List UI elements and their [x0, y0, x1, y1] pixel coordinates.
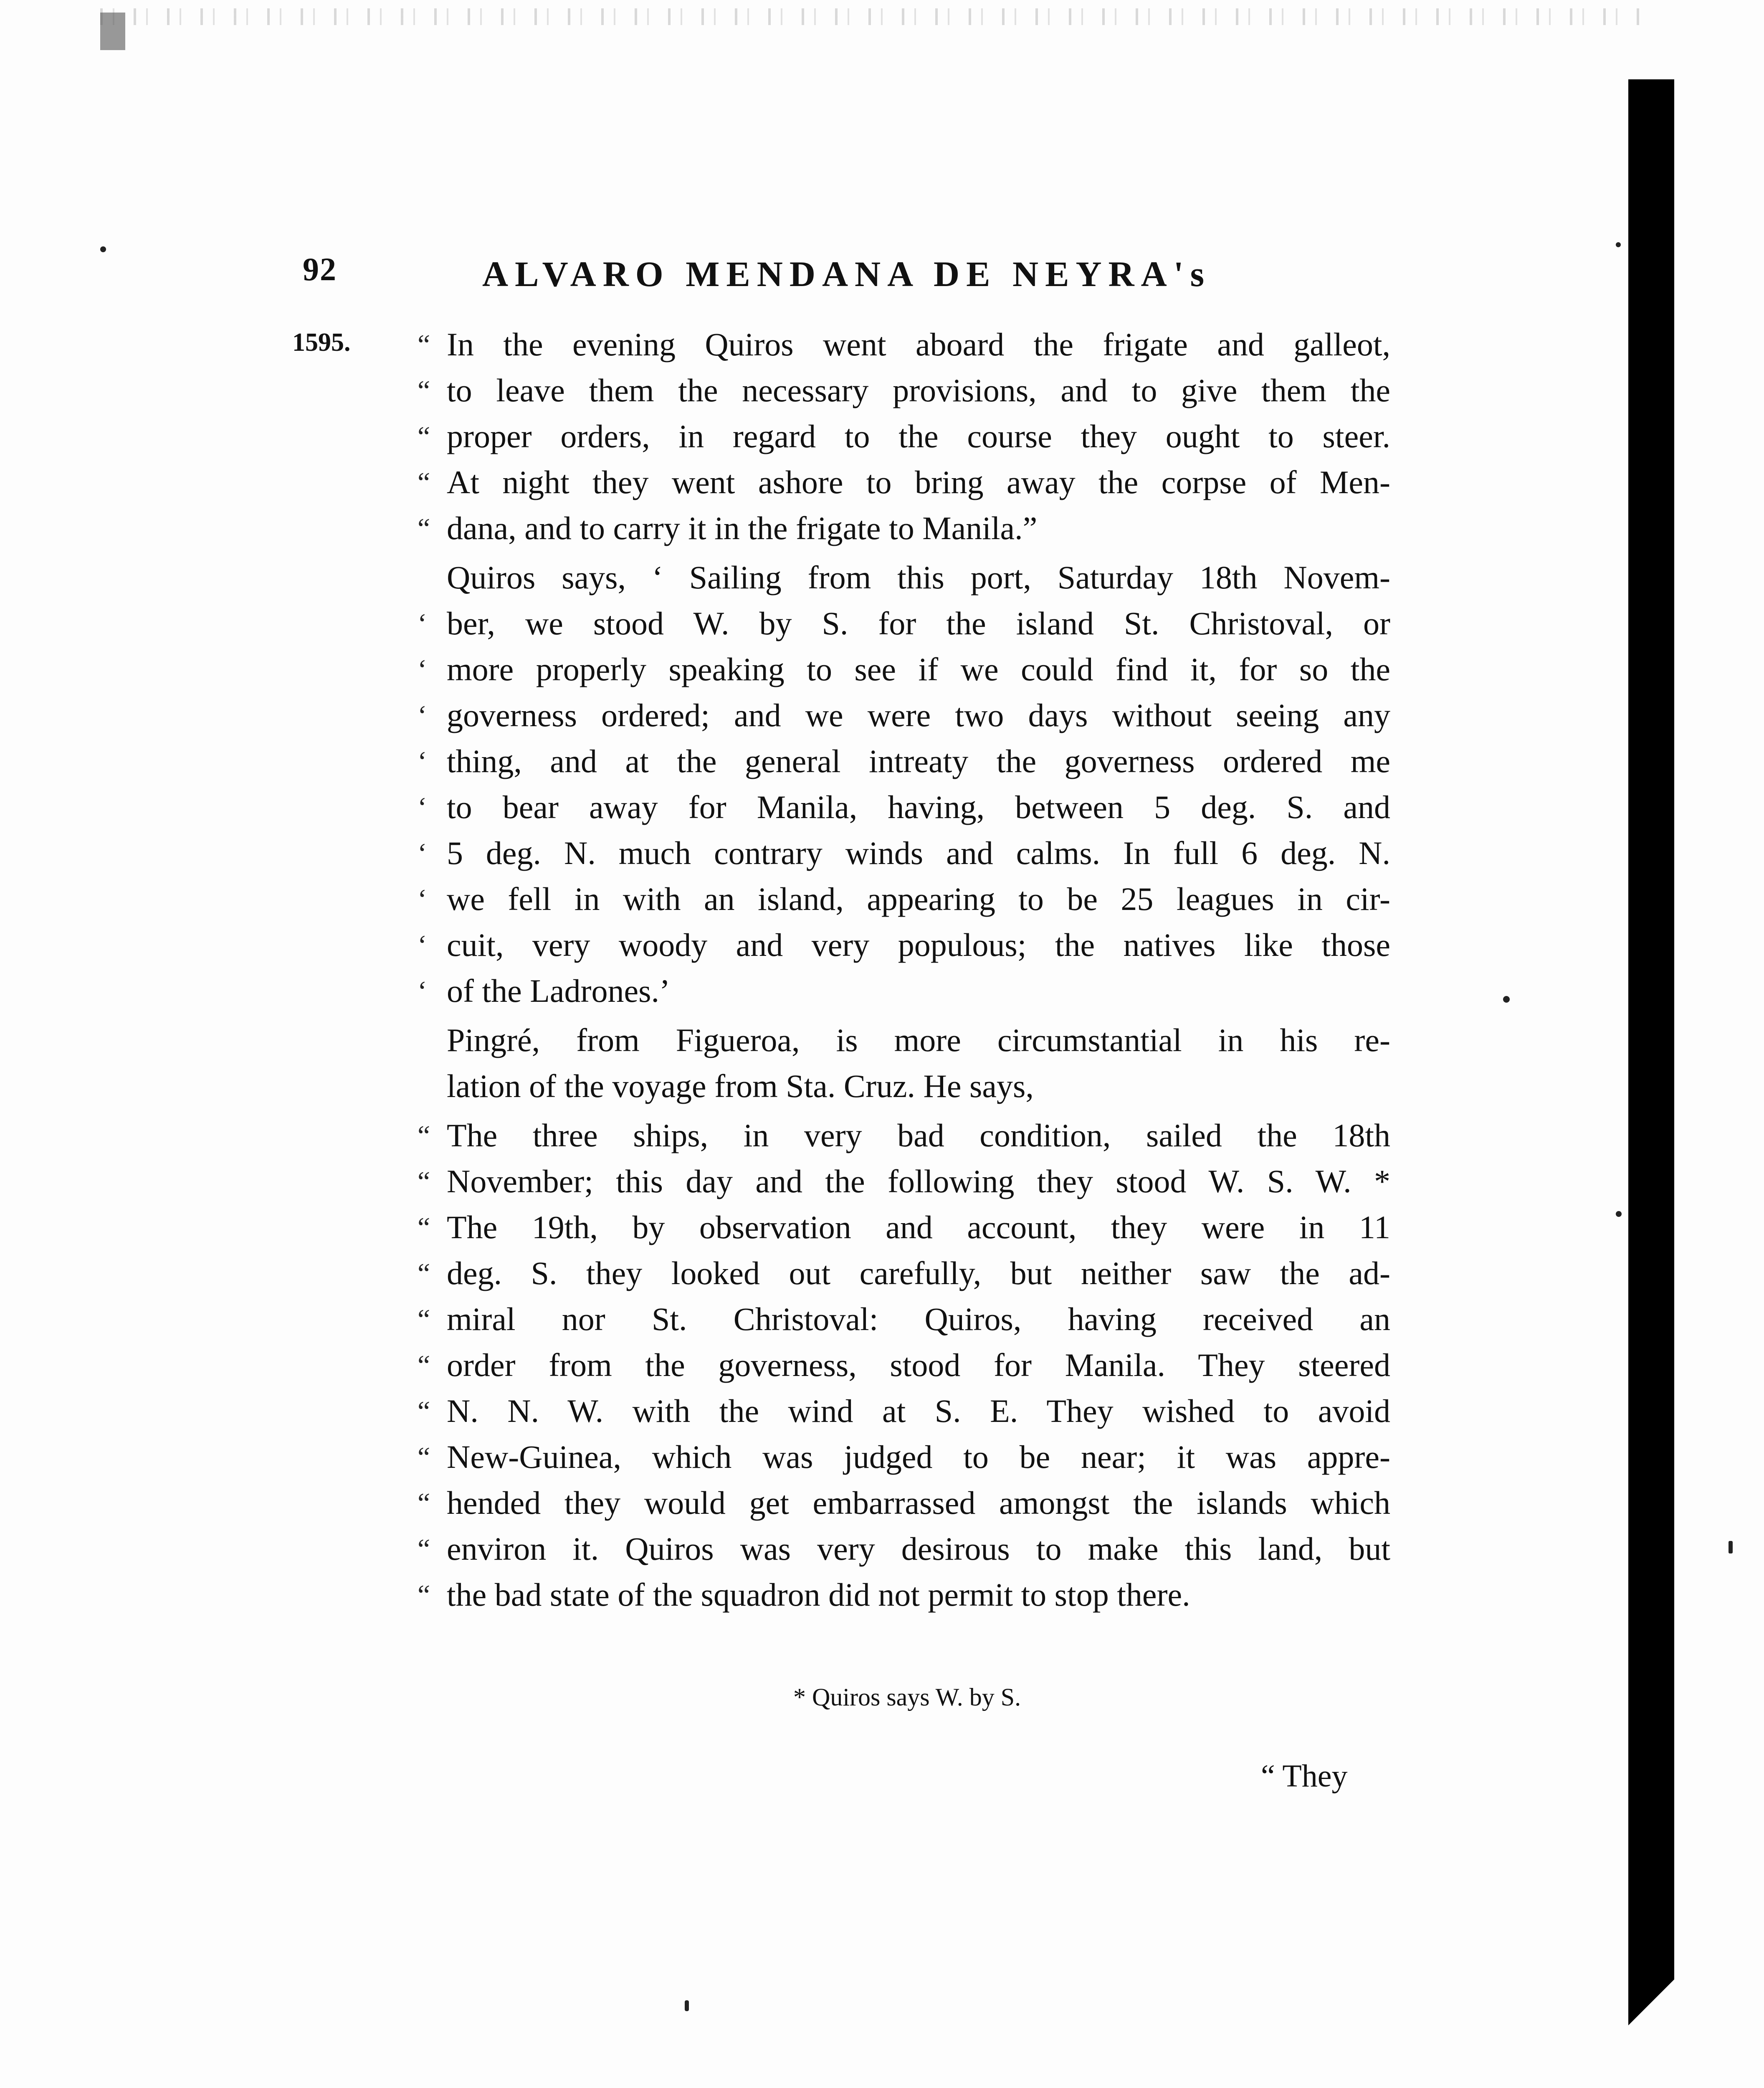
text-line — [418, 1434, 1390, 1480]
line-text: dana, and to carry it in the frigate to Manila.” — [447, 510, 1038, 546]
line-text: Pingré, from Figueroa, is more circumstantial in his re- — [447, 1022, 1390, 1058]
text-line — [418, 922, 1390, 968]
scan-edge-top — [100, 8, 1645, 25]
quote-mark: ‘ — [418, 791, 427, 823]
line-text: order from the governess, stood for Manila. They steered — [447, 1347, 1390, 1383]
text-line — [418, 830, 1390, 876]
page-number: 92 — [303, 251, 337, 287]
text-line — [418, 1480, 1390, 1526]
quote-mark: “ — [418, 1257, 430, 1289]
line-text: governess ordered; and we were two days without seeing any — [447, 697, 1390, 733]
text-line — [418, 505, 1390, 551]
book-spine-shadow-tail — [1628, 1979, 1674, 2025]
line-text: thing, and at the general intreaty the governess ordered me — [447, 743, 1390, 779]
text-line — [418, 601, 1390, 646]
quote-mark: ‘ — [418, 653, 427, 685]
line-text: of the Ladrones.’ — [447, 973, 670, 1009]
quote-mark: ‘ — [418, 975, 427, 1007]
text-line — [418, 1388, 1390, 1434]
footnote: * Quiros says W. by S. — [793, 1683, 1021, 1711]
book-spine-shadow — [1628, 79, 1674, 1979]
text-line — [418, 322, 1390, 367]
line-text: New-Guinea, which was judged to be near; it was appre- — [447, 1439, 1390, 1475]
text-line — [418, 1063, 1390, 1109]
text-line — [418, 1158, 1390, 1204]
line-text: lation of the voyage from Sta. Cruz. He says, — [447, 1068, 1034, 1104]
text-line — [418, 646, 1390, 692]
text-line — [418, 1296, 1390, 1342]
quote-mark: “ — [418, 1349, 430, 1381]
page-header — [303, 251, 1401, 301]
quote-mark: “ — [418, 1441, 430, 1473]
line-text: 5 deg. N. much contrary winds and calms. In full 6 deg. N. — [447, 835, 1390, 871]
quote-mark: “ — [418, 1395, 430, 1427]
line-text: to bear away for Manila, having, between 5 deg. S. and — [447, 789, 1390, 825]
text-line — [418, 367, 1390, 413]
line-text: the bad state of the squadron did not permit to stop there. — [447, 1576, 1190, 1613]
catchword: “ They — [1261, 1759, 1348, 1794]
scan-speck — [1616, 1211, 1622, 1217]
line-text: Quiros says, ‘ Sailing from this port, Saturday 18th Novem- — [447, 559, 1390, 595]
line-text: to leave them the necessary provisions, and to give them the — [447, 372, 1390, 408]
quote-mark: “ — [418, 1303, 430, 1335]
quote-mark: ‘ — [418, 837, 427, 869]
margin-year: 1595. — [292, 328, 351, 357]
line-text: environ it. Quiros was very desirous to make this land, but — [447, 1531, 1390, 1567]
text-line — [418, 1342, 1390, 1388]
line-text: ber, we stood W. by S. for the island St. Christoval, or — [447, 605, 1390, 641]
scan-speck — [100, 246, 106, 252]
quote-mark: “ — [418, 1533, 430, 1565]
line-text: The 19th, by observation and account, they were in 11 — [447, 1209, 1390, 1245]
line-text: miral nor St. Christoval: Quiros, having received an — [447, 1301, 1390, 1337]
text-line — [418, 738, 1390, 784]
text-line — [418, 784, 1390, 830]
quote-mark: ‘ — [418, 883, 427, 915]
quote-mark: ‘ — [418, 699, 427, 731]
quote-mark: ‘ — [418, 607, 427, 639]
text-line — [418, 1572, 1390, 1618]
text-line — [418, 1204, 1390, 1250]
text-line — [418, 413, 1390, 459]
quote-mark: “ — [418, 328, 430, 360]
line-text: N. N. W. with the wind at S. E. They wished to avoid — [447, 1393, 1390, 1429]
quote-mark: “ — [418, 512, 430, 544]
text-line — [418, 876, 1390, 922]
scan-corner-mark — [100, 13, 125, 50]
text-line — [418, 968, 1390, 1014]
running-title: ALVARO MENDANA DE NEYRA's — [482, 254, 1211, 294]
line-text: more properly speaking to see if we could find it, for so the — [447, 651, 1390, 687]
quote-mark: “ — [418, 420, 430, 452]
line-text: we fell in with an island, appearing to be 25 leagues in cir- — [447, 881, 1390, 917]
scan-speck — [1729, 1541, 1733, 1553]
text-line — [418, 692, 1390, 738]
line-text: proper orders, in regard to the course they ought to steer. — [447, 418, 1390, 454]
text-line — [418, 459, 1390, 505]
quote-mark: “ — [418, 466, 430, 498]
quote-mark: “ — [418, 1165, 430, 1197]
quote-mark: “ — [418, 1579, 430, 1611]
line-text: hended they would get embarrassed amongst the islands which — [447, 1485, 1390, 1521]
quote-mark: “ — [418, 1487, 430, 1519]
text-line — [418, 1250, 1390, 1296]
text-line — [418, 1112, 1390, 1158]
line-text: The three ships, in very bad condition, sailed the 18th — [447, 1117, 1390, 1153]
line-text: deg. S. they looked out carefully, but neither saw the ad- — [447, 1255, 1390, 1291]
text-line — [418, 1017, 1390, 1063]
line-text: At night they went ashore to bring away the corpse of Men- — [447, 464, 1390, 500]
line-text: In the evening Quiros went aboard the frigate and galleot, — [447, 326, 1390, 362]
quote-mark: ‘ — [418, 929, 427, 961]
body-text — [418, 322, 1390, 1618]
quote-mark: “ — [418, 374, 430, 406]
scan-speck — [1616, 242, 1621, 247]
scan-speck — [1503, 996, 1510, 1003]
scan-speck — [685, 2000, 689, 2011]
line-text: cuit, very woody and very populous; the natives like those — [447, 927, 1390, 963]
text-line — [418, 555, 1390, 601]
quote-mark: “ — [418, 1119, 430, 1151]
quote-mark: ‘ — [418, 745, 427, 777]
text-line — [418, 1526, 1390, 1572]
line-text: November; this day and the following they stood W. S. W. * — [447, 1163, 1390, 1199]
quote-mark: “ — [418, 1211, 430, 1243]
